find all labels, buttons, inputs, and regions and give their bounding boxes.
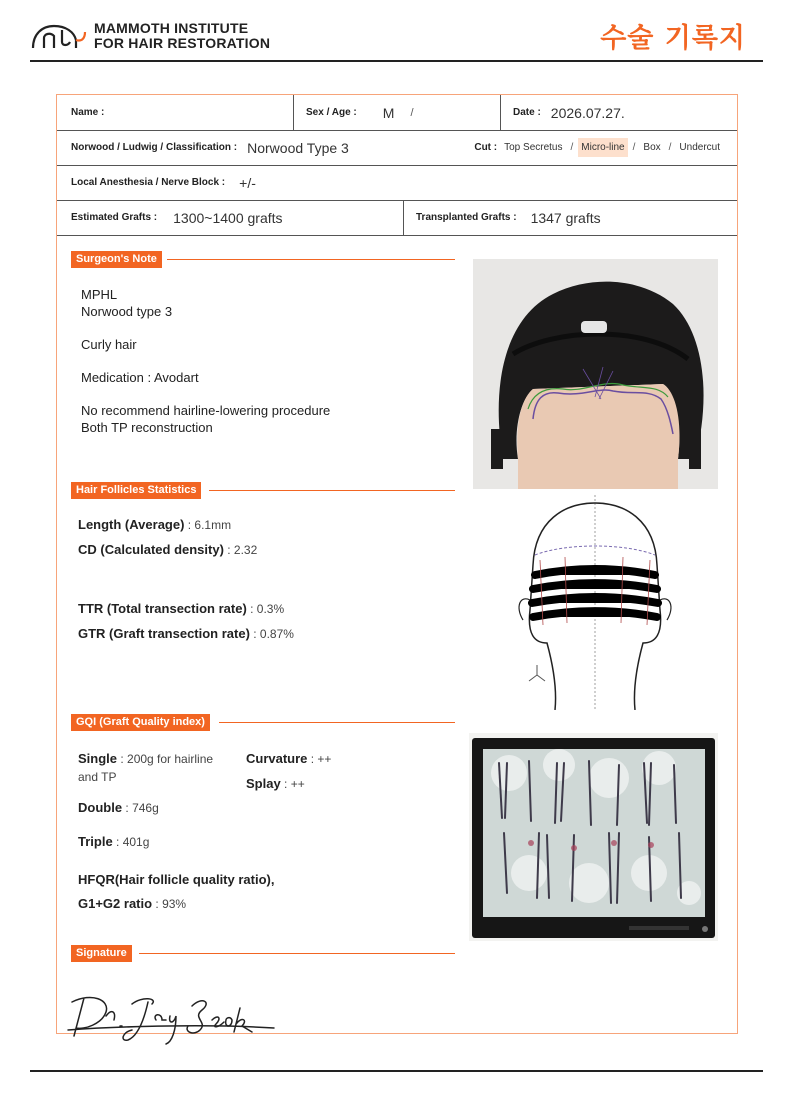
- length-value: : 6.1mm: [184, 518, 232, 532]
- splay-value: : ++: [280, 777, 305, 791]
- sex-value: M: [382, 104, 395, 121]
- institute-name-line1: MAMMOTH INSTITUTE: [94, 20, 249, 36]
- anesthesia-row: [57, 165, 737, 201]
- gtr-label: GTR (Graft transection rate): [78, 626, 250, 641]
- calculated-density-stat: [78, 542, 257, 557]
- patient-hairline-photo: [473, 259, 718, 489]
- name-field[interactable]: [71, 95, 293, 130]
- anesthesia-label: Local Anesthesia / Nerve Block :: [71, 177, 226, 188]
- ttr-label: TTR (Total transection rate): [78, 601, 247, 616]
- double-graft-stat: [78, 800, 159, 815]
- triple-value: : 401g: [112, 835, 150, 849]
- classification-field[interactable]: [71, 130, 471, 165]
- gqi-title: GQI (Graft Quality index): [71, 714, 210, 731]
- note-line: Curly hair: [81, 337, 137, 352]
- classification-row: [57, 130, 737, 166]
- triple-graft-stat: [78, 834, 149, 849]
- note-line: Norwood type 3: [81, 304, 173, 319]
- transplanted-grafts-field[interactable]: [403, 200, 737, 235]
- curvature-label: Curvature: [246, 751, 308, 766]
- header-divider: [30, 60, 763, 62]
- gtr-value: : 0.87%: [249, 627, 294, 641]
- g1g2-value: : 93%: [152, 897, 187, 911]
- cd-value: : 2.32: [223, 543, 258, 557]
- name-label: Name :: [71, 107, 105, 118]
- sex-age-label: Sex / Age :: [306, 107, 357, 118]
- estimated-grafts-value: 1300~1400 grafts: [173, 209, 283, 226]
- cut-option-undercut[interactable]: Undercut: [679, 142, 720, 153]
- splay-label: Splay: [246, 776, 281, 791]
- estimated-grafts-label: Estimated Grafts :: [71, 212, 158, 223]
- classification-label: Norwood / Ludwig / Classification :: [71, 142, 238, 153]
- cd-label: CD (Calculated density): [78, 542, 224, 557]
- patient-info-row: [57, 95, 737, 131]
- cut-option-micro-line[interactable]: Micro-line: [578, 138, 627, 157]
- double-label: Double: [78, 800, 123, 815]
- classification-value: Norwood Type 3: [247, 139, 349, 156]
- follicle-stats-title: Hair Follicles Statistics: [71, 482, 201, 499]
- single-value-line2: and TP: [78, 770, 117, 784]
- institute-name-line2: FOR HAIR RESTORATION: [94, 35, 271, 51]
- hfqr-label: HFQR(Hair follicle quality ratio),: [78, 872, 275, 887]
- date-field[interactable]: [500, 95, 737, 130]
- donor-area-diagram: [505, 495, 680, 710]
- graft-transection-rate-stat: [78, 626, 294, 641]
- single-label: Single: [78, 751, 118, 766]
- estimated-grafts-field[interactable]: [71, 200, 403, 235]
- transplanted-grafts-label: Transplanted Grafts :: [416, 212, 517, 223]
- surgeons-note-body: [81, 286, 330, 436]
- sex-age-field[interactable]: [293, 95, 501, 130]
- note-line: Both TP reconstruction: [81, 420, 213, 435]
- signature-title: Signature: [71, 945, 132, 962]
- note-line: No recommend hairline-lowering procedure: [81, 403, 331, 418]
- double-value: : 746g: [122, 801, 159, 815]
- date-label: Date :: [513, 107, 541, 118]
- curvature-value: : ++: [307, 752, 332, 766]
- mammoth-logo-icon: [30, 20, 88, 50]
- doctor-signature: [62, 990, 277, 1048]
- date-value: 2026.07.27.: [550, 104, 625, 121]
- document-title: 수술 기록지: [600, 23, 746, 54]
- transplanted-grafts-value: 1347 grafts: [530, 209, 601, 226]
- cut-option-top-secretus[interactable]: Top Secretus: [504, 142, 563, 153]
- surgeons-note-title: Surgeon's Note: [71, 251, 162, 268]
- g1g2-ratio-stat: [78, 896, 186, 911]
- graft-microscope-photo: [469, 733, 718, 941]
- hfqr-stat: [78, 872, 274, 887]
- footer-divider: [30, 1070, 763, 1072]
- length-label: Length (Average): [78, 517, 185, 532]
- cut-label: Cut :: [474, 142, 498, 153]
- ttr-value: : 0.3%: [246, 602, 285, 616]
- total-transection-rate-stat: [78, 601, 284, 616]
- single-value: : 200g for hairline: [117, 752, 214, 766]
- note-line: Medication : Avodart: [81, 370, 199, 385]
- single-graft-stat: [78, 750, 213, 786]
- cut-option-box[interactable]: Box: [643, 142, 661, 153]
- length-average-stat: [78, 517, 231, 532]
- g1g2-label: G1+G2 ratio: [78, 896, 153, 911]
- cut-options: Cut : Top Secretus / Micro-line / Box / Undercut: [474, 130, 723, 165]
- note-line: MPHL: [81, 287, 118, 302]
- anesthesia-field[interactable]: [71, 165, 471, 200]
- grafts-row: [57, 200, 737, 236]
- splay-stat: [246, 776, 305, 791]
- institute-logo: [30, 18, 280, 54]
- age-separator: /: [410, 106, 414, 119]
- anesthesia-value: +/-: [239, 174, 256, 191]
- curvature-stat: [246, 751, 331, 766]
- triple-label: Triple: [78, 834, 113, 849]
